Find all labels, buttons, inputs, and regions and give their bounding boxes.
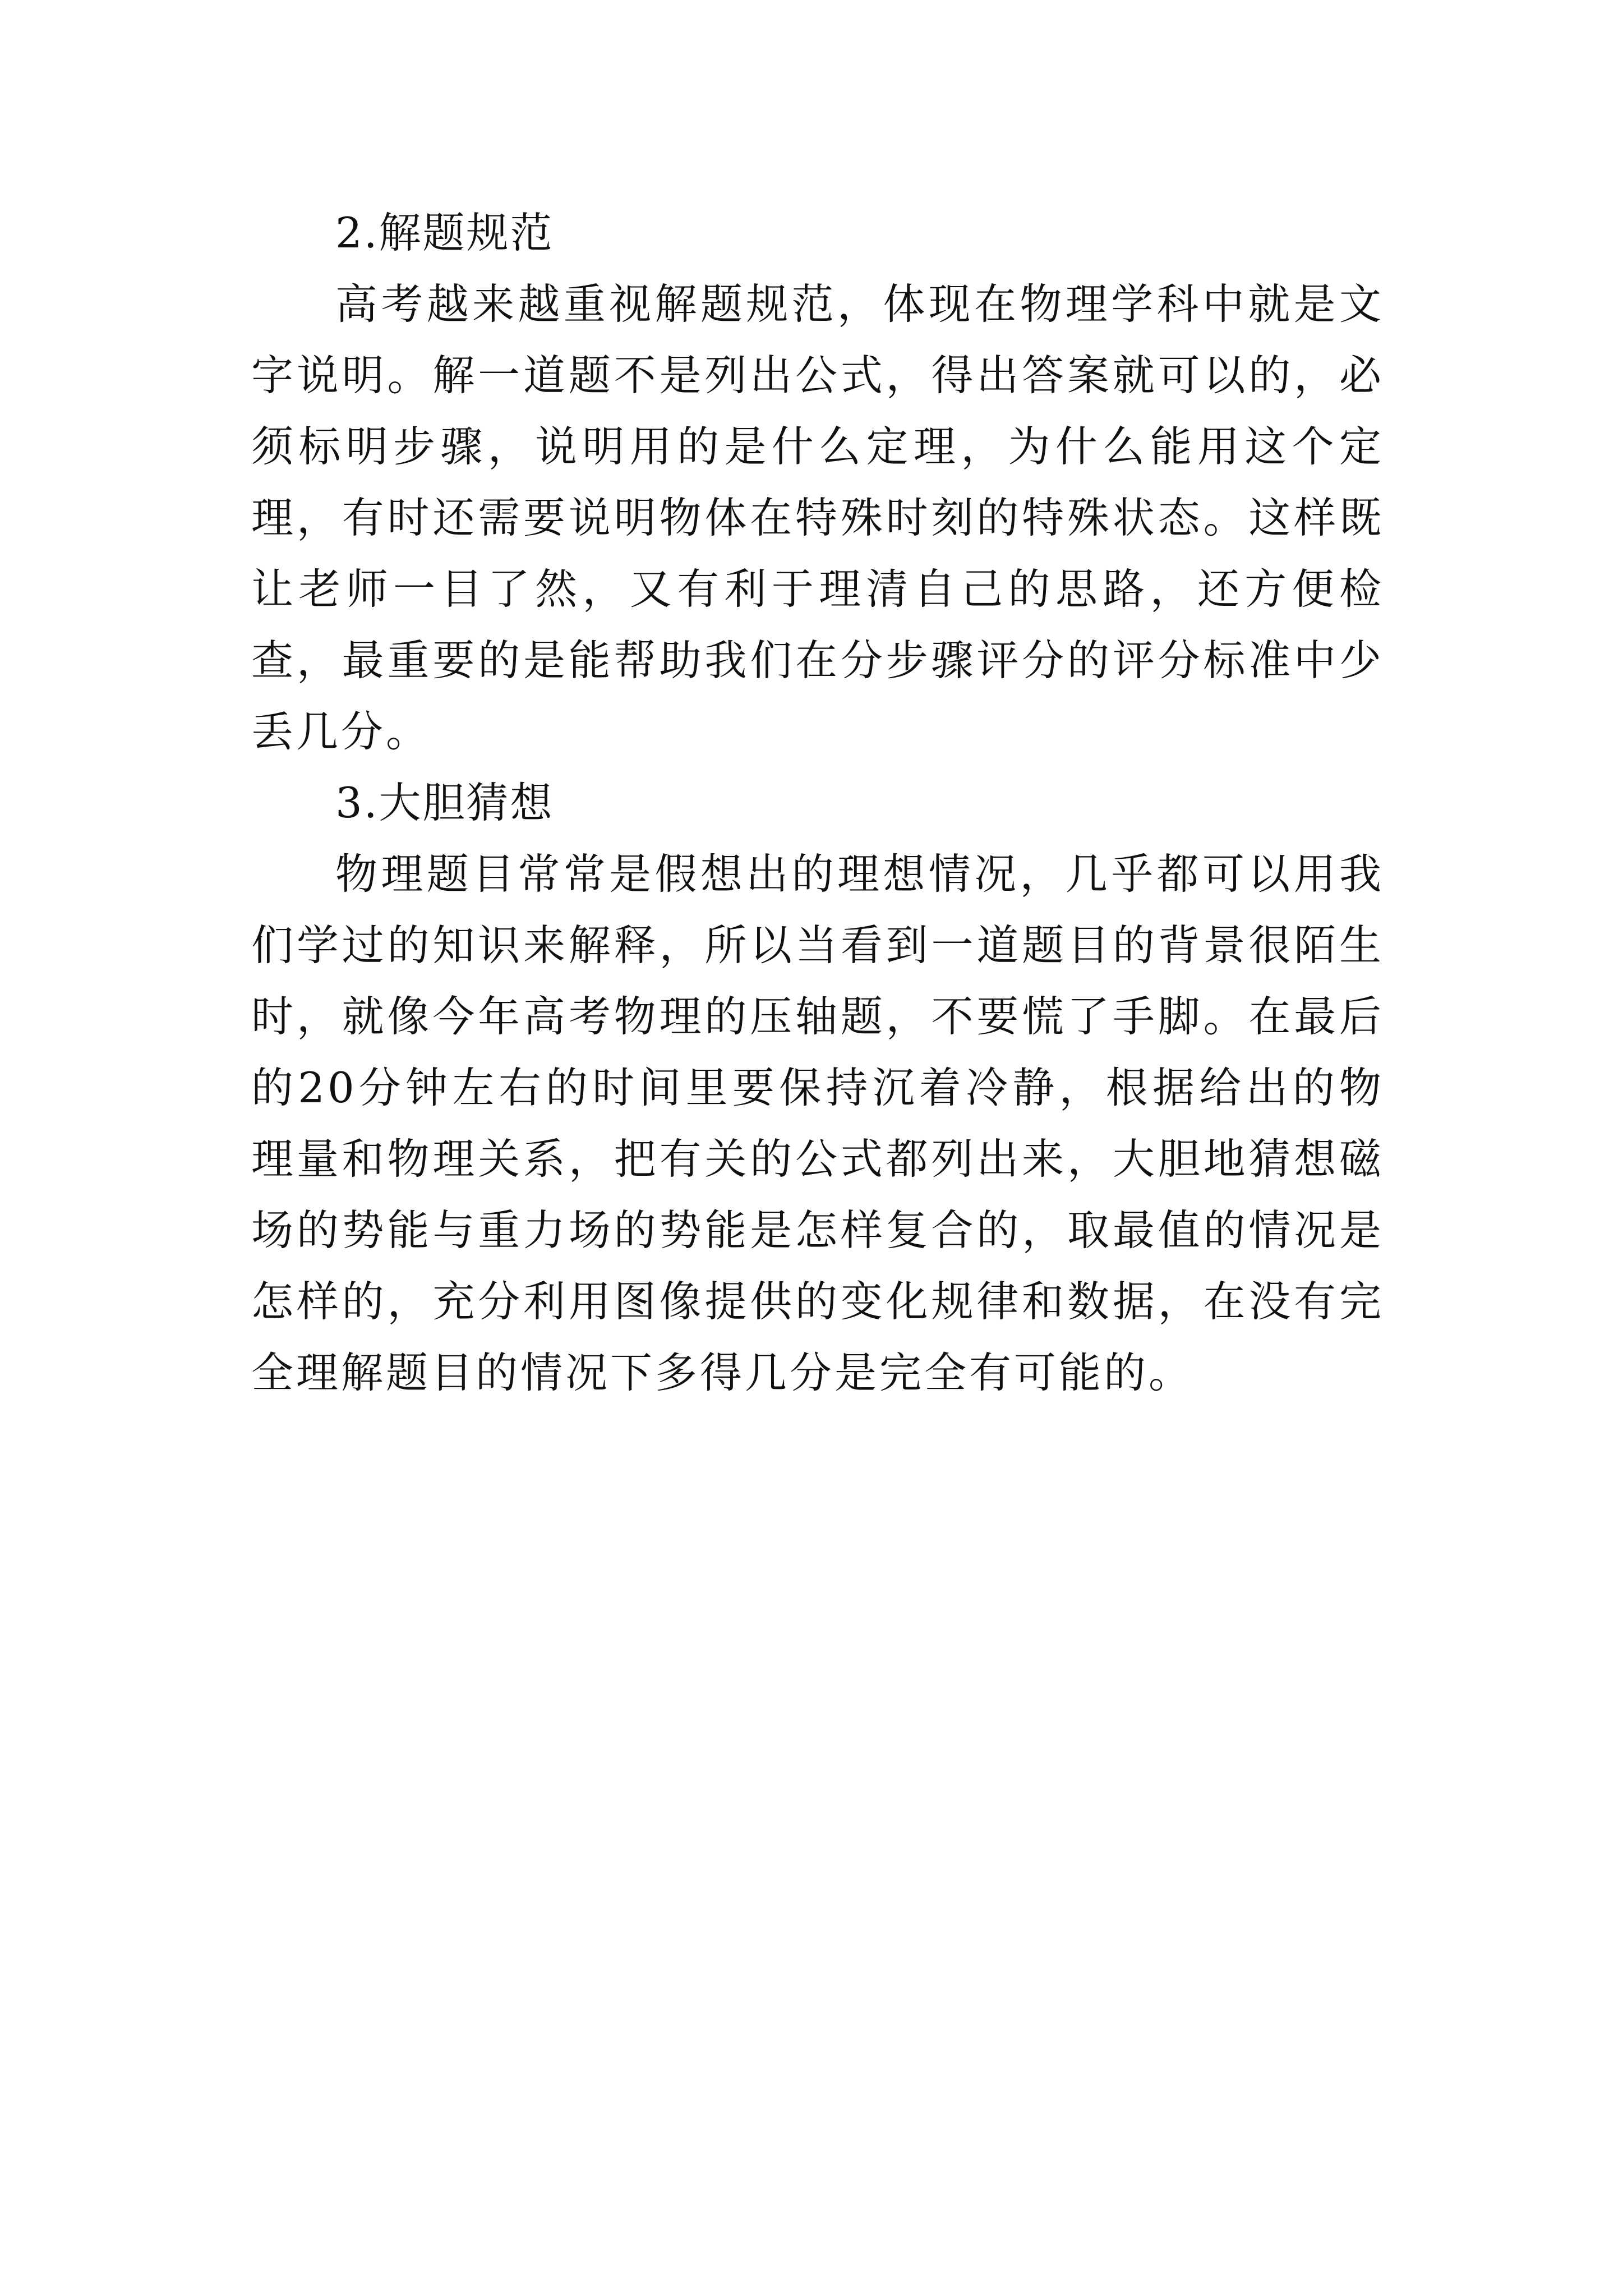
section-heading-solution-standards: 2.解题规范 [335, 208, 554, 257]
section-paragraph-solution-standards: 高考越来越重视解题规范，体现在物理学科中就是文字说明。解一道题不是列出公式，得出答案就可以的，必须标明步骤，说明用的是什么定理，为什么能用这个定理，有时还需要说明物体在特殊时刻的特殊状态。这样既让老师一目了然，又有利于理清自己的思路，还方便检查，最重要的是能帮助我们在分步骤评分的评分标准中少丢几分。 [251, 279, 1384, 756]
section-heading-bold-guessing: 3.大胆猜想 [335, 778, 554, 827]
section-paragraph-bold-guessing: 物理题目常常是假想出的理想情况，几乎都可以用我们学过的知识来解释，所以当看到一道题目的背景很陌生时，就像今年高考物理的压轴题，不要慌了手脚。在最后的20分钟左右的时间里要保持沉着冷静，根据给出的物理量和物理关系，把有关的公式都列出来，大胆地猜想磁场的势能与重力场的势能是怎样复合的，取最值的情况是怎样的，充分利用图像提供的变化规律和数据，在没有完全理解题目的情况下多得几分是完全有可能的。 [251, 849, 1384, 1397]
document-body [251, 197, 1384, 1409]
